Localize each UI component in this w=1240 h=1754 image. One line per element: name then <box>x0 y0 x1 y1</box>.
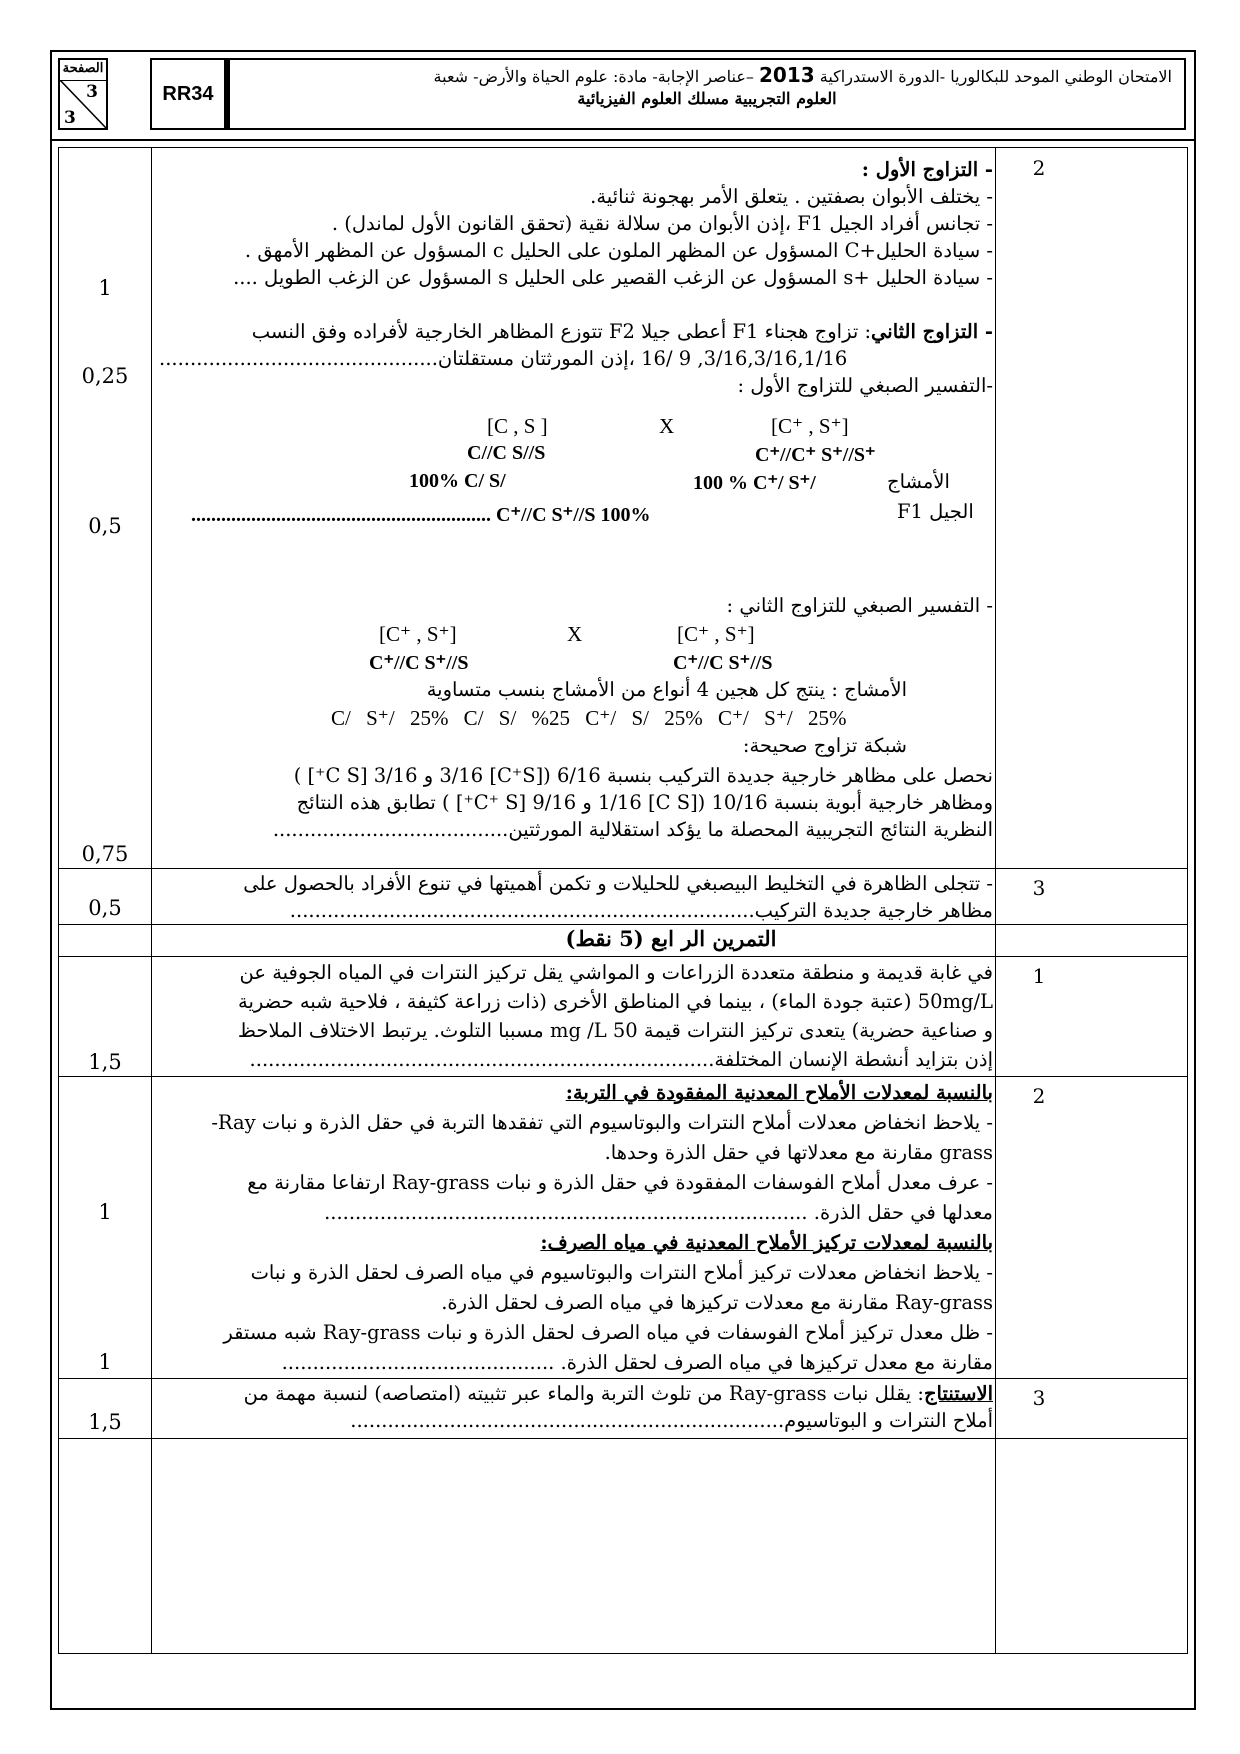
score: 0,25 <box>81 364 129 388</box>
page-number-box <box>58 58 108 130</box>
result-line: نحصل على مظاهر خارجية جديدة التركيب بنسبة 6/16 ([C⁺S] 3/16 و 3/16 [C S⁺] ) <box>293 764 993 787</box>
answer-line: : يقلل نبات Ray-grass من تلوث التربة والماء عبر تثبيته (امتصاصه) لنسبة مهمة من <box>243 1382 924 1405</box>
score: 1 <box>98 1350 112 1374</box>
page-frame <box>50 50 1196 1710</box>
answer-ex4-q1 <box>155 958 993 1074</box>
answer-ex4-q3 <box>155 1380 993 1434</box>
page-label: الصفحة <box>60 60 106 81</box>
parent2-phenotype: [C⁺ , S⁺] <box>771 414 849 438</box>
answer-line: و صناعية حضرية) يتعدى تركيز النترات قيمة 50 mg /L مسببا التلوث. يرتبط الاختلاف الملاحظ <box>237 1019 993 1042</box>
exam-year: 2013 <box>759 63 815 87</box>
water-heading: بالنسبة لمعدلات تركيز الأملاح المعدنية في مياه الصرف: <box>540 1231 993 1254</box>
exercise-title: التمرين الر ابع (5 نقط) <box>565 926 777 951</box>
question-number: 2 <box>1032 156 1046 180</box>
row-divider <box>59 924 1187 925</box>
page-current: 3 <box>86 82 98 102</box>
header-rule <box>52 139 1194 141</box>
title-part1: الامتحان الوطني الموحد للبكالوريا -الدورة الاستدراكية <box>819 67 1172 86</box>
answer-q3 <box>155 870 993 924</box>
answer-ex4-q2 <box>155 1078 993 1378</box>
exam-title <box>226 58 1186 130</box>
answer-line: في غابة قديمة و منطقة متعددة الزراعات و المواشي يقل تركيز النترات في المياه الجوفية عن <box>239 961 993 984</box>
interp1-heading: -التفسير الصبغي للتزاوج الأول : <box>737 374 993 397</box>
row-divider <box>59 1076 1187 1077</box>
score: 1 <box>98 276 112 300</box>
answer-line: مظاهر خارجية جديدة التركيب........................................................................... <box>289 899 993 922</box>
answer-line: أملاح النترات و البوتاسيوم...................................................................... <box>350 1409 993 1432</box>
cross1-heading: - التزاوج الأول : <box>861 158 993 181</box>
answer-line: - تتجلى الظاهرة في التخليط البيصبغي للحليلات و تكمن أهميتها في تنوع الأفراد بالحصول على <box>243 872 993 895</box>
row-divider <box>59 868 1187 869</box>
answer-line: grass مقارنة مع معدلاتها في حقل الذرة وحدها. <box>604 1141 993 1164</box>
question-number: 1 <box>1032 964 1046 988</box>
answer-line: - عرف معدل أملاح الفوسفات المفقودة في حقل الذرة و نبات Ray-grass ارتفاعا مقارنة مع <box>247 1171 993 1194</box>
title-part2: –عناصر الإجابة- مادة: علوم الحياة والأرض- شعبة <box>433 67 754 86</box>
parent2-genotype: C⁺//C⁺ S⁺//S⁺ <box>755 444 876 466</box>
parent1-genotype: C//C S//S <box>467 442 546 464</box>
answer-q2-part1 <box>155 156 993 399</box>
score: 0,5 <box>88 896 122 920</box>
parent1-phenotype: [C⁺ , S⁺] <box>379 622 457 646</box>
answer-line: - سيادة الحليل+C المسؤول عن المظهر الملون على الحليل c المسؤول عن المظهر الأمهق . <box>244 239 993 262</box>
gametes-parent2: 100 % C⁺/ S⁺/ <box>693 472 816 494</box>
parent1-phenotype: [C , S ] <box>487 414 548 438</box>
title-line2: العلوم التجريبية مسلك العلوم الفيزيائية <box>577 89 837 108</box>
row-divider <box>59 956 1187 957</box>
answer-line: - ظل معدل تركيز أملاح الفوسفات في مياه الصرف لحقل الذرة و نبات Ray-grass شبه مستقر <box>223 1321 993 1344</box>
score: 1,5 <box>88 1410 122 1434</box>
score: 0,75 <box>81 842 129 866</box>
soil-heading: بالنسبة لمعدلات الأملاح المعدنية المفقودة في التربة: <box>565 1081 993 1104</box>
score: 1 <box>98 1200 112 1224</box>
number-column-divider <box>995 148 996 1653</box>
cross-symbol: X <box>659 414 675 438</box>
row-divider <box>59 1378 1187 1379</box>
answer-line: - يختلف الأبوان بصفتين . يتعلق الأمر بهجونة ثنائية. <box>590 185 993 208</box>
parent1-genotype: C⁺//C S⁺//S <box>369 652 469 674</box>
question-number: 3 <box>1032 1386 1046 1410</box>
answer-line: مقارنة مع معدل تركيزها في مياه الصرف لحقل الذرة. ............................................ <box>281 1351 993 1374</box>
score-column-divider <box>151 148 152 1653</box>
result-line: النظرية النتائج التجريبية المحصلة ما يؤكد استقلالية المورثتين...................................... <box>272 818 993 841</box>
score: 0,5 <box>88 514 122 538</box>
answer-q2-results <box>155 762 993 843</box>
answer-line: - يلاحظ انخفاض معدلات تركيز أملاح النترات والبوتاسيوم في مياه الصرف لحقل الذرة و نبات <box>250 1261 993 1284</box>
cross2-heading: - التزاوج الثاني <box>871 320 993 343</box>
exam-code: RR34 <box>150 58 226 130</box>
cross2-text: : تزاوج هجناء F1 أعطى جيلا F2 تتوزع المظاهر الخارجية لأفراده وفق النسب <box>251 320 872 343</box>
answer-line: إذن بتزايد أنشطة الإنسان المختلفة........................................................................... <box>249 1048 993 1071</box>
score: 1,5 <box>88 1050 122 1074</box>
cross2-ratios: 3/16,3/16,1/16, 9 /16 ،إذن المورثتان مستقلتان............................................. <box>159 347 848 370</box>
gametes-text: الأمشاج : ينتج كل هجين 4 أنواع من الأمشاج بنسب متساوية <box>426 678 907 701</box>
answer-line: - سيادة الحليل +s المسؤول عن الزغب القصير على الحليل s المسؤول عن الزغب الطويل .... <box>233 266 993 289</box>
answer-line: Ray-grass مقارنة مع معدلات تركيزها في مياه الصرف لحقل الذرة. <box>441 1291 993 1314</box>
parent2-phenotype: [C⁺ , S⁺] <box>677 622 755 646</box>
f1-label: الجيل F1 <box>897 500 974 523</box>
f1-genotype: ............................................................ C⁺//C S⁺//S 100% <box>191 504 651 526</box>
gametes-list: C/ S⁺/ 25% C/ S/ %25 C⁺/ S/ 25% C⁺/ S⁺/ 25% <box>331 706 847 730</box>
parent2-genotype: C⁺//C S⁺//S <box>673 652 773 674</box>
cross-symbol: X <box>567 622 583 646</box>
answer-line: معدلها في حقل الذرة. .............................................................................. <box>324 1201 993 1224</box>
answer-line: - تجانس أفراد الجيل F1 ،إذن الأبوان من سلالة نقية (تحقق القانون الأول لماندل) . <box>331 212 993 235</box>
answer-line: - يلاحظ انخفاض معدلات أملاح النترات والبوتاسيوم التي تفقدها التربة في حقل الذرة و نبات Ray- <box>211 1111 993 1134</box>
gametes-label: الأمشاج <box>887 470 950 493</box>
row-divider <box>59 1438 1187 1439</box>
interp2-heading: - التفسير الصبغي للتزاوج الثاني : <box>726 594 993 617</box>
page-total: 3 <box>64 108 76 128</box>
result-line: ومظاهر خارجية أبوية بنسبة 10/16 ([C S] 1/16 و 9/16 [C⁺ S⁺] ) تطابق هذه النتائج <box>296 791 993 814</box>
answer-table <box>58 147 1188 1654</box>
gametes-parent1: 100% C/ S/ <box>409 470 506 492</box>
conclusion-heading: الاستنتاج <box>923 1382 993 1405</box>
question-number: 3 <box>1032 876 1046 900</box>
grid-text: شبكة تزاوج صحيحة: <box>742 734 907 757</box>
question-number: 2 <box>1032 1084 1046 1108</box>
answer-line: 50mg/L (عتبة جودة الماء) ، بينما في المناطق الأخرى (ذات زراعة كثيفة ، فلاحية شبه حضرية <box>238 990 993 1013</box>
